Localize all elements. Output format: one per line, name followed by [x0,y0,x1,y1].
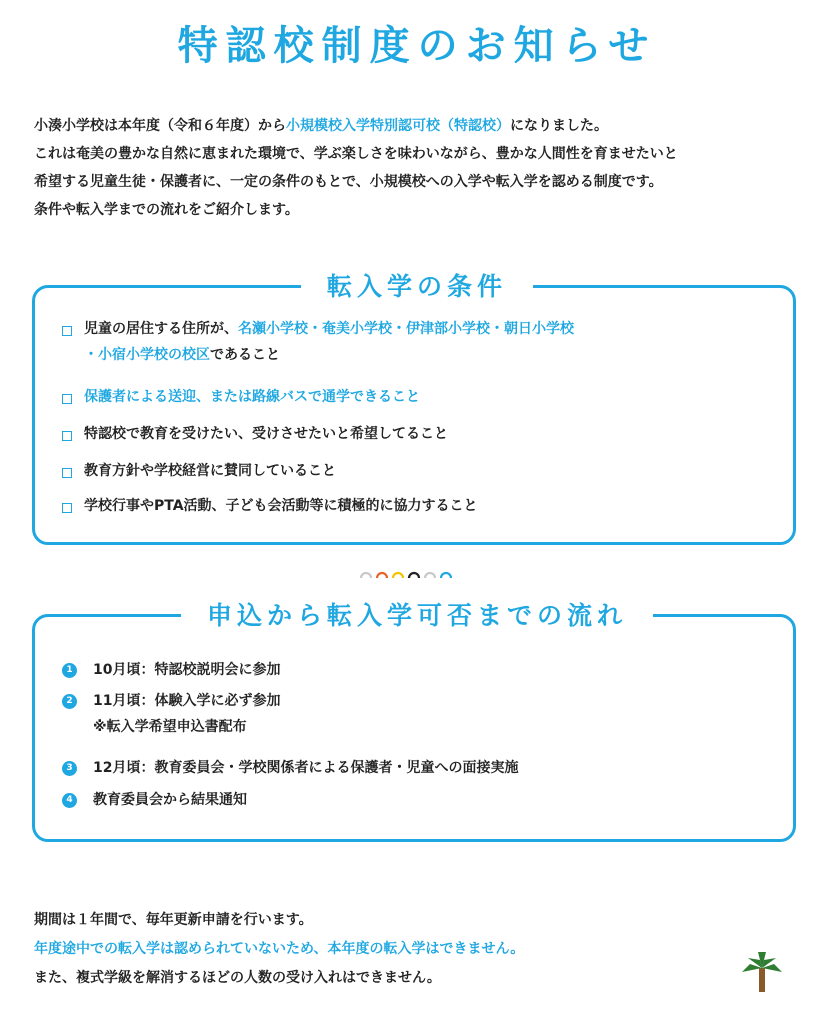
condition-item [62,498,478,519]
rings-decoration-icon [359,566,469,578]
intro-text [34,112,814,224]
condition-text: 教育方針や学校経営に賛同していること [84,463,336,479]
footer-line-2: 年度途中での転入学は認められていないため、本年度の転入学はできません。 [34,941,525,957]
condition-1-pre: 児童の居住する住所が、 [84,321,238,337]
condition-item [62,321,574,368]
checkbox-icon [62,468,72,478]
number-circle-icon: 2 [62,694,77,709]
flow-step [62,662,280,683]
intro-line-1-post: になりました。 [510,118,608,134]
condition-1-post: であること [210,347,280,363]
condition-item [62,463,336,484]
flow-step-text: 12月頃：教育委員会・学校関係者による保護者・児童への面接実施 [93,760,519,776]
checkbox-icon [62,326,72,336]
condition-text: 特認校で教育を受けたい、受けさせたいと希望してること [84,426,448,442]
page-title: 特認校制度のお知らせ [177,23,657,69]
flow-step [62,792,247,813]
condition-text: 学校行事やPTA活動、子ども会活動等に積極的に協力すること [84,498,478,514]
checkbox-icon [62,431,72,441]
flow-heading [0,596,834,632]
flow-step-text [93,688,280,740]
flow-step-text: 教育委員会から結果通知 [93,792,247,808]
flow-step [62,693,280,740]
footer-line-1: 期間は１年間で、毎年更新申請を行います。 [34,912,313,928]
flow-step-2-text: 11月頃：体験入学に必ず参加 [93,693,281,709]
intro-line-1-highlight: 小規模校入学特別認可校（特認校） [286,118,510,134]
condition-text [84,316,574,368]
footer-line-3: また、複式学級を解消するほどの人数の受け入れはできません。 [34,970,441,986]
condition-item [62,426,448,447]
flow-step-text: 10月頃：特認校説明会に参加 [93,662,281,678]
conditions-heading [0,267,834,303]
checkbox-icon [62,503,72,513]
number-circle-icon: 4 [62,793,77,808]
intro-line-3: 希望する児童生徒・保護者に、一定の条件のもとで、小規模校への入学や転入学を認める制度です。 [34,174,663,190]
intro-line-1-pre: 小湊小学校は本年度（令和６年度）から [34,118,286,134]
condition-item [62,389,420,410]
condition-1-highlight-1: 名瀬小学校・奄美小学校・伊津部小学校・朝日小学校 [238,321,574,337]
flow-step [62,760,518,781]
number-circle-icon: 3 [62,761,77,776]
checkbox-icon [62,394,72,404]
palm-tree-icon [738,950,786,994]
conditions-heading-text: 転入学の条件 [301,267,533,303]
condition-1-highlight-2: ・小宿小学校の校区 [84,347,210,363]
footer-notes [34,906,734,993]
flow-heading-text: 申込から転入学可否までの流れ [181,596,653,632]
intro-line-1 [34,112,814,140]
intro-line-4: 条件や転入学までの流れをご紹介します。 [34,202,299,218]
number-circle-icon: 1 [62,663,77,678]
condition-text: 保護者による送迎、または路線バスで通学できること [84,389,420,405]
intro-line-2: これは奄美の豊かな自然に恵まれた環境で、学ぶ楽しさを味わいながら、豊かな人間性を育ませたいと [34,146,678,162]
flow-step-2-note: ※転入学希望申込書配布 [93,719,247,735]
